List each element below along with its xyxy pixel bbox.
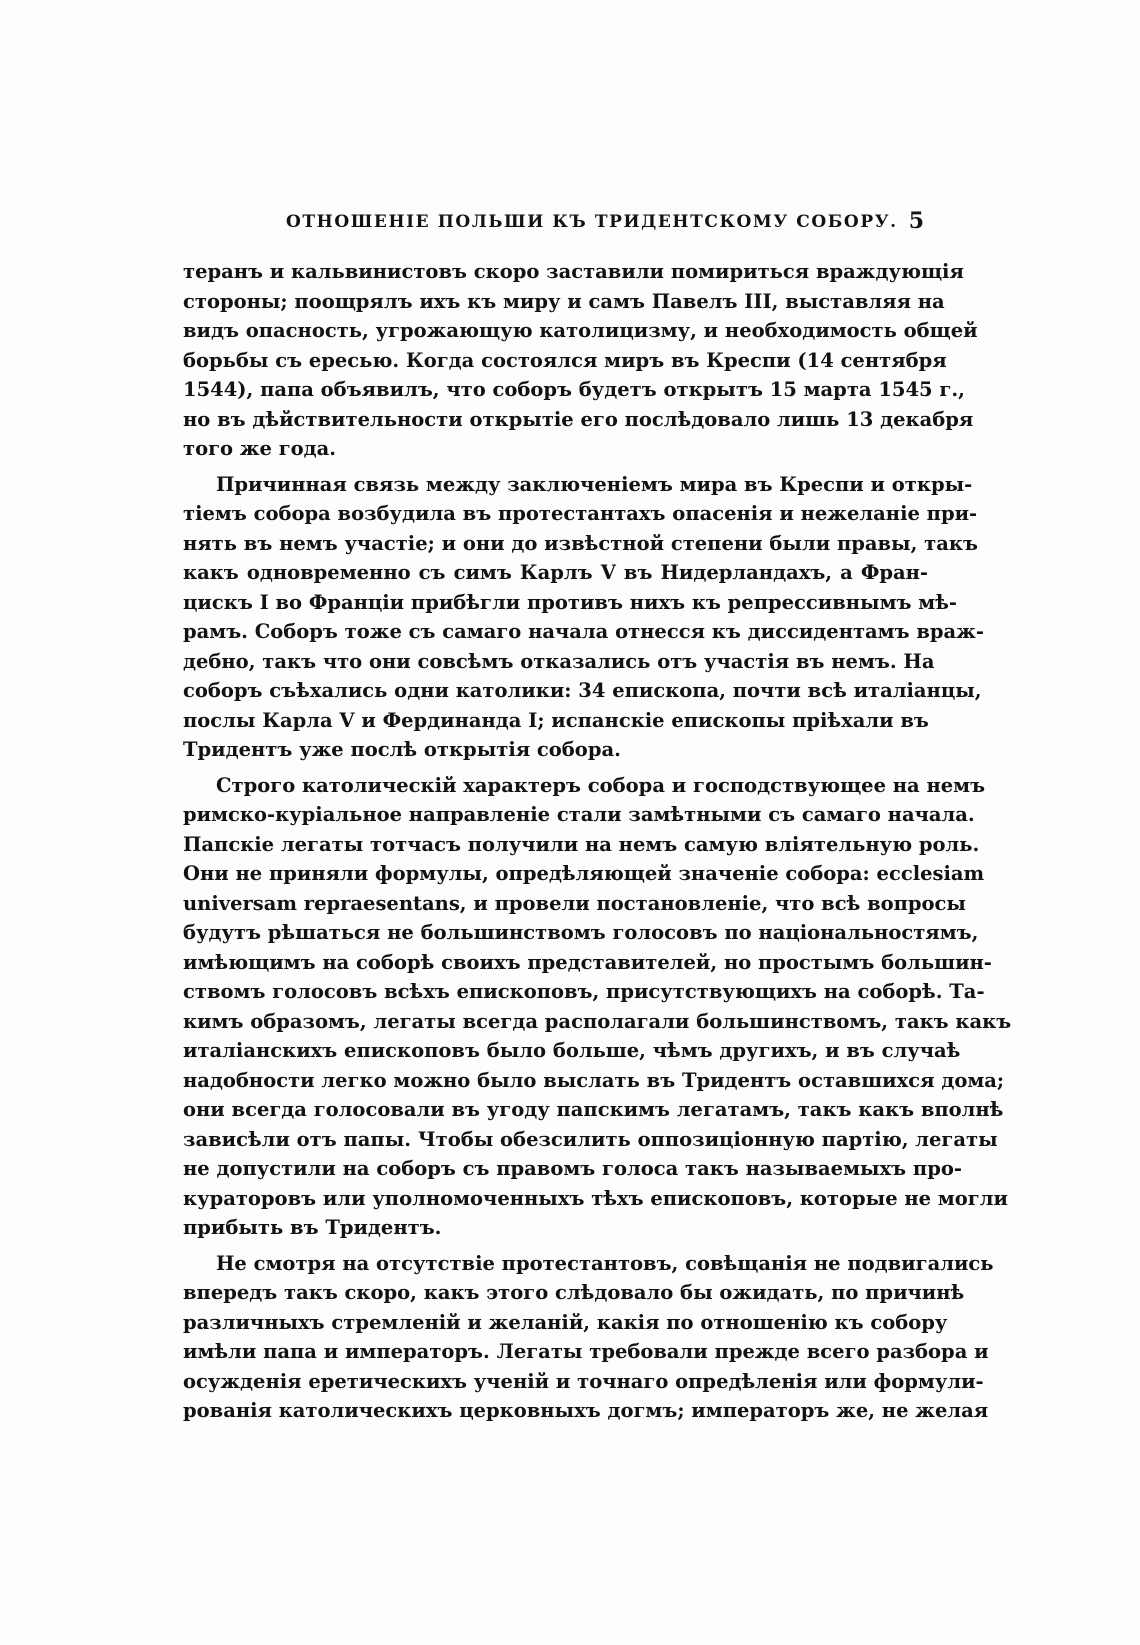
text-line: тіемъ собора возбудила въ протестантахъ опасенія и нежеланіе при- bbox=[183, 502, 978, 525]
text-line: борьбы съ ересью. Когда состоялся миръ въ Креспи (14 сентября bbox=[183, 348, 947, 372]
paragraph bbox=[183, 1249, 994, 1426]
body-text bbox=[183, 257, 1012, 1432]
text-line: цискъ I во Франціи прибѣгли противъ нихъ къ репрессивнымъ мѣ- bbox=[183, 590, 958, 614]
text-line: Строго католическій характеръ собора и господствующее на немъ bbox=[216, 773, 986, 797]
text-line: Не смотря на отсутствіе протестантовъ, совѣщанія не подвигались bbox=[216, 1251, 994, 1275]
running-head: ОТНОШЕНІЕ ПОЛЬШИ КЪ ТРИДЕНТСКОМУ СОБОРУ. bbox=[286, 212, 898, 232]
text-line: дебно, такъ что они совсѣмъ отказались отъ участія въ немъ. На bbox=[183, 649, 935, 673]
text-line: Тридентъ уже послѣ открытія собора. bbox=[183, 738, 621, 761]
text-line: не допустили на соборъ съ правомъ голоса такъ называемыхъ про- bbox=[183, 1157, 962, 1180]
page-number: 5 bbox=[908, 208, 924, 234]
paragraph bbox=[183, 257, 978, 464]
text-line: стороны; поощрялъ ихъ къ миру и самъ Павелъ III, выставляя на bbox=[183, 289, 945, 313]
text-line: universam repraesentans, и провели постановленіе, что всѣ вопросы bbox=[183, 891, 966, 915]
text-line: того же года. bbox=[183, 437, 337, 460]
text-line: имѣющимъ на соборѣ своихъ представителей, но простымъ большин- bbox=[183, 950, 992, 974]
text-line: послы Карла V и Фердинанда I; испанскіе епископы пріѣхали въ bbox=[183, 708, 929, 732]
text-line: они всегда голосовали въ угоду папскимъ легатамъ, такъ какъ вполнѣ bbox=[183, 1098, 1004, 1121]
text-line: зависѣли отъ папы. Чтобы обезсилить оппозиціонную партію, легаты bbox=[183, 1127, 998, 1151]
text-line: какъ одновременно съ симъ Карлъ V въ Нидерландахъ, а Фран- bbox=[183, 561, 928, 584]
text-line: 1544), папа объявилъ, что соборъ будетъ открытъ 15 марта 1545 г., bbox=[183, 378, 965, 401]
text-line: Папскіе легаты тотчасъ получили на немъ самую вліятельную роль. bbox=[183, 832, 980, 856]
text-line: италіанскихъ епископовъ было больше, чѣмъ другихъ, и въ случаѣ bbox=[183, 1039, 961, 1062]
text-line: соборъ съѣхались одни католики: 34 епископа, почти всѣ италіанцы, bbox=[183, 679, 982, 702]
text-line: рамъ. Соборъ тоже съ самаго начала отнесся къ диссидентамъ враж- bbox=[183, 620, 984, 643]
text-line: различныхъ стремленій и желаній, какія по отношенію къ собору bbox=[183, 1310, 948, 1334]
text-line: кураторовъ или уполномоченныхъ тѣхъ епископовъ, которые не могли bbox=[183, 1186, 1008, 1210]
paragraph bbox=[183, 771, 1012, 1243]
page-header bbox=[186, 208, 926, 238]
text-line: впередъ такъ скоро, какъ этого слѣдовало бы ожидать, по причинѣ bbox=[183, 1281, 965, 1304]
text-line: римско-куріальное направленіе стали замѣтными съ самаго начала. bbox=[183, 803, 975, 826]
text-line: осужденія еретическихъ ученій и точнаго опредѣленія или формули- bbox=[183, 1369, 984, 1393]
text-line: рованія католическихъ церковныхъ догмъ; императоръ же, не желая bbox=[183, 1399, 989, 1422]
text-line: видъ опасность, угрожающую католицизму, и необходимость общей bbox=[183, 319, 978, 342]
text-line: надобности легко можно было выслать въ Тридентъ оставшихся дома; bbox=[183, 1068, 1005, 1092]
text-line: прибыть въ Тридентъ. bbox=[183, 1216, 442, 1239]
text-line: Причинная связь между заключеніемъ мира въ Креспи и откры- bbox=[216, 472, 973, 496]
text-line: кимъ образомъ, легаты всегда располагали большинствомъ, такъ какъ bbox=[183, 1009, 1012, 1033]
text-line: нять въ немъ участіе; и они до извѣстной степени были правы, такъ bbox=[183, 531, 978, 555]
text-line: Они не приняли формулы, опредѣляющей значеніе собора: ecclesiam bbox=[183, 862, 985, 885]
paragraph bbox=[183, 470, 984, 765]
text-line: имѣли папа и императоръ. Легаты требовали прежде всего разбора и bbox=[183, 1340, 989, 1363]
text-line: ствомъ голосовъ всѣхъ епископовъ, присутствующихъ на соборѣ. Та- bbox=[183, 980, 985, 1003]
text-line: будутъ рѣшаться не большинствомъ голосовъ по національностямъ, bbox=[183, 921, 979, 944]
text-line: но въ дѣйствительности открытіе его послѣдовало лишь 13 декабря bbox=[183, 407, 974, 431]
text-line: теранъ и кальвинистовъ скоро заставили помириться враждующія bbox=[183, 260, 964, 283]
